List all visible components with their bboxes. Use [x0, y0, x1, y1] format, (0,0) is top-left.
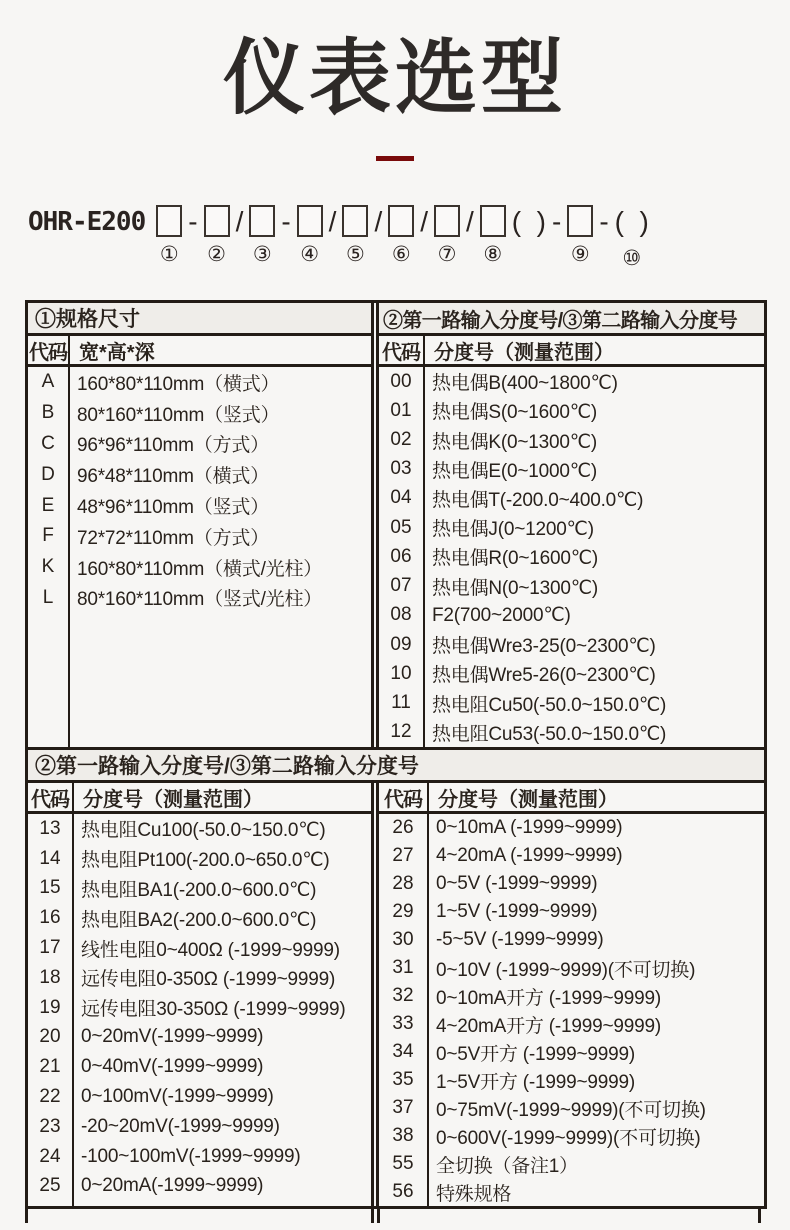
row-code: 20 [39, 1026, 61, 1048]
position-number-label: ⑤ [346, 243, 365, 266]
row-description: 0~10mA (-1999~9999) [436, 817, 623, 838]
model-code-segment [480, 203, 506, 266]
row-code: 26 [392, 817, 414, 838]
row-code: 01 [390, 399, 412, 421]
column-header-division-range: 分度号（测量范围） [438, 788, 618, 811]
row-description: 热电偶N(0~1300℃) [432, 577, 599, 599]
row-code: 09 [390, 633, 412, 655]
table-row [379, 1010, 764, 1038]
row-description: 线性电阻0~400Ω (-1999~9999) [81, 939, 340, 961]
model-code-segment [297, 203, 323, 266]
table-row [379, 630, 764, 659]
next-section-stub [25, 1209, 761, 1223]
model-code-segment [156, 203, 182, 266]
model-code-segment [236, 203, 244, 270]
row-code: 38 [392, 1125, 414, 1146]
row-code: D [41, 463, 55, 485]
model-code-sequence [153, 203, 652, 270]
row-description: 热电偶B(400~1800℃) [432, 373, 618, 395]
row-code: 12 [390, 721, 412, 743]
table-row [28, 1082, 371, 1112]
table-row [379, 718, 764, 747]
row-description: 4~20mA开方 (-1999~9999) [436, 1015, 661, 1037]
row-description: 0~10mA开方 (-1999~9999) [436, 987, 661, 1009]
model-code-segment [388, 203, 414, 266]
row-code: 28 [392, 873, 414, 894]
column-header-row [376, 783, 764, 814]
row-code: E [41, 494, 55, 516]
separator-glyph: ( ) [511, 206, 547, 237]
position-number-label: ⑨ [570, 243, 590, 266]
row-description: 热电阻Cu50(-50.0~150.0℃) [432, 694, 667, 716]
row-description: 远传电阻30-350Ω (-1999~9999) [81, 999, 346, 1021]
row-code: B [41, 402, 55, 424]
row-code: 29 [392, 901, 414, 922]
accent-divider [376, 156, 414, 161]
row-code: 23 [39, 1115, 61, 1137]
row-code: 08 [390, 604, 412, 626]
table-row [28, 490, 371, 521]
row-description: 全切换（备注1） [436, 1155, 578, 1177]
model-code-segment [374, 203, 382, 270]
row-code: C [41, 432, 55, 454]
row-code: L [42, 586, 54, 608]
separator-glyph: - [281, 206, 291, 237]
separator-glyph: / [420, 206, 429, 237]
row-description: 远传电阻0-350Ω (-1999~9999) [81, 969, 336, 991]
table-row [379, 982, 764, 1010]
model-code-segment [567, 203, 593, 266]
table-row [28, 993, 371, 1023]
column-header-division-range: 分度号（测量范围） [434, 341, 614, 364]
row-description: 72*72*110mm（方式） [77, 527, 270, 549]
table-row [379, 954, 764, 982]
row-code: 56 [392, 1181, 414, 1202]
column-header-row [28, 783, 374, 814]
row-code: 37 [392, 1097, 414, 1118]
row-code: 31 [392, 957, 414, 978]
row-code: K [41, 556, 55, 578]
table-row [379, 513, 764, 542]
table-row [379, 1038, 764, 1066]
row-code: 16 [39, 907, 61, 929]
row-description: 0~5V开方 (-1999~9999) [436, 1043, 635, 1065]
table-row [28, 552, 371, 583]
row-code: 21 [39, 1056, 61, 1078]
row-description: 热电偶S(0~1600℃) [432, 402, 597, 424]
table-row [28, 521, 371, 552]
table-row [28, 814, 371, 844]
separator-glyph: - [599, 206, 609, 237]
row-code: F [42, 525, 54, 547]
row-description: 4~20mA (-1999~9999) [436, 845, 623, 866]
model-code-segment [204, 203, 230, 266]
spec-table-size-and-input [25, 300, 767, 750]
table-row [28, 1052, 371, 1082]
table-row [379, 484, 764, 513]
section-header-size: ①规格尺寸 [28, 303, 374, 336]
table-row [379, 396, 764, 425]
table-row [379, 898, 764, 926]
position-number-label: ② [207, 243, 226, 266]
column-header-dimensions: 宽*高*深 [79, 341, 155, 364]
table-row [379, 1178, 764, 1206]
row-description: 1~5V (-1999~9999) [436, 901, 598, 922]
row-description: 0~5V (-1999~9999) [436, 873, 598, 894]
row-code: 33 [392, 1013, 414, 1034]
row-description: 热电阻BA1(-200.0~600.0℃) [81, 879, 317, 901]
position-number-label: ⑧ [483, 243, 503, 266]
table-row [28, 1023, 371, 1053]
row-code: 14 [39, 847, 61, 869]
position-number-label: ③ [252, 243, 272, 266]
table-row [379, 455, 764, 484]
table-row [28, 903, 371, 933]
row-description: 0~100mV(-1999~9999) [81, 1086, 274, 1108]
column-header-row [28, 336, 374, 367]
row-description: 48*96*110mm（竖式） [77, 497, 270, 519]
row-code: 11 [391, 692, 411, 714]
table-row [379, 601, 764, 630]
separator-glyph: / [328, 206, 337, 237]
size-code-list [28, 367, 374, 747]
table-row [28, 429, 371, 460]
row-description: 0~600V(-1999~9999)(不可切换) [436, 1127, 701, 1149]
row-description: 80*160*110mm（竖式） [77, 404, 280, 426]
row-code: 04 [390, 487, 412, 509]
row-description: 热电阻Cu53(-50.0~150.0℃) [432, 723, 667, 745]
table-row [28, 583, 371, 614]
model-code-segment [342, 203, 368, 266]
row-code: 34 [392, 1041, 414, 1062]
row-description: -20~20mV(-1999~9999) [81, 1115, 280, 1137]
model-code-segment [434, 203, 460, 266]
row-description: 热电偶Wre5-26(0~2300℃) [432, 665, 656, 687]
row-description: 0~20mV(-1999~9999) [81, 1026, 264, 1048]
table-row [28, 963, 371, 993]
separator-glyph: ( ) [614, 206, 649, 237]
input-division-list-1 [376, 367, 764, 747]
row-code: 25 [39, 1175, 61, 1197]
table-row [28, 1112, 371, 1142]
model-code-segment [552, 203, 561, 270]
table-row [28, 874, 371, 904]
row-code: 22 [39, 1086, 61, 1108]
column-header-division-range: 分度号（测量范围） [83, 788, 263, 811]
input-division-list-2 [28, 814, 374, 1206]
row-description: 160*80*110mm（横式） [77, 373, 280, 395]
table-row [379, 659, 764, 688]
separator-glyph: / [466, 206, 474, 237]
table-row [379, 870, 764, 898]
table-row [28, 459, 371, 490]
row-code: 30 [392, 929, 414, 950]
spec-table-input-continued [25, 747, 767, 1209]
row-description: 热电偶T(-200.0~400.0℃) [432, 489, 644, 511]
row-description: 特殊规格 [436, 1183, 512, 1205]
row-description: 热电偶J(0~1200℃) [432, 519, 594, 541]
position-number-label: ⑩ [622, 247, 642, 270]
row-code: 10 [390, 662, 412, 684]
table-row [379, 842, 764, 870]
table-row [28, 1142, 371, 1172]
row-code: 06 [390, 545, 412, 567]
row-code: 18 [39, 966, 61, 988]
column-header-code: 代码 [28, 783, 74, 811]
row-description: 热电阻Pt100(-200.0~650.0℃) [81, 850, 330, 872]
table-row [379, 926, 764, 954]
row-description: -5~5V (-1999~9999) [436, 929, 604, 950]
model-code-segment [466, 203, 474, 270]
row-code: 13 [39, 817, 61, 839]
row-code: 07 [390, 575, 412, 597]
row-description: 0~40mV(-1999~9999) [81, 1056, 264, 1078]
table-row [379, 1150, 764, 1178]
table-row [379, 572, 764, 601]
position-number-label: ⑥ [391, 243, 411, 266]
row-code: 32 [392, 985, 414, 1006]
table-row [379, 688, 764, 717]
row-description: F2(700~2000℃) [432, 604, 571, 626]
table-row [379, 1066, 764, 1094]
row-description: 热电偶Wre3-25(0~2300℃) [432, 636, 656, 658]
row-code: 00 [390, 370, 412, 392]
row-code: 55 [392, 1153, 414, 1174]
table-row [379, 425, 764, 454]
row-description: 160*80*110mm（横式/光柱） [77, 558, 323, 580]
table-row [379, 814, 764, 842]
table-row [28, 367, 371, 398]
separator-glyph: / [374, 206, 383, 237]
row-code: 02 [390, 429, 412, 451]
row-description: 0~10V (-1999~9999)(不可切换) [436, 959, 696, 981]
table-row [28, 933, 371, 963]
row-description: 0~20mA(-1999~9999) [81, 1175, 264, 1197]
section-header-input-division-2: ②第一路输入分度号/③第二路输入分度号 [28, 750, 764, 783]
model-code-segment [281, 203, 290, 270]
row-code: 05 [390, 516, 412, 538]
table-row [379, 542, 764, 571]
row-description: 96*48*110mm（横式） [77, 466, 270, 488]
section-header-input-division: ②第一路输入分度号/③第二路输入分度号 [376, 303, 764, 336]
row-description: 80*160*110mm（竖式/光柱） [77, 589, 323, 611]
separator-glyph: - [552, 206, 562, 237]
table-row [28, 1172, 371, 1202]
position-number-label: ④ [300, 243, 320, 266]
page-title: 仪表选型 [222, 33, 567, 124]
column-header-code: 代码 [379, 336, 425, 364]
row-code: 03 [390, 458, 412, 480]
column-header-code: 代码 [379, 783, 429, 811]
table-row [379, 367, 764, 396]
row-code: 17 [39, 937, 61, 959]
column-header-row [376, 336, 764, 367]
table-row [28, 844, 371, 874]
row-code: 27 [392, 845, 414, 866]
row-description: 热电阻Cu100(-50.0~150.0℃) [81, 820, 326, 842]
input-division-list-3 [376, 814, 764, 1206]
row-description: 热电偶K(0~1300℃) [432, 431, 597, 453]
model-code-segment [615, 203, 649, 270]
row-description: 热电偶R(0~1600℃) [432, 548, 599, 570]
model-code-segment [599, 203, 608, 270]
row-description: -100~100mV(-1999~9999) [81, 1145, 301, 1167]
model-code-segment [329, 203, 337, 270]
table-row [379, 1122, 764, 1150]
row-code: 19 [39, 996, 61, 1018]
model-prefix: OHR-E200 [28, 207, 146, 237]
table-row [28, 398, 371, 429]
column-header-code: 代码 [28, 336, 70, 364]
position-number-label: ⑦ [437, 243, 457, 266]
table-row [379, 1094, 764, 1122]
row-code: A [41, 371, 55, 393]
position-number-label: ① [159, 243, 179, 266]
row-description: 热电阻BA2(-200.0~600.0℃) [81, 909, 317, 931]
row-description: 1~5V开方 (-1999~9999) [436, 1071, 635, 1093]
separator-glyph: - [188, 206, 198, 237]
row-description: 0~75mV(-1999~9999)(不可切换) [436, 1099, 706, 1121]
model-code-segment [512, 203, 546, 270]
model-code-segment [188, 203, 197, 270]
separator-glyph: / [235, 206, 244, 237]
model-code-segment [420, 203, 428, 270]
row-code: 15 [39, 877, 61, 899]
row-code: 24 [39, 1145, 61, 1167]
model-code-line [28, 203, 790, 270]
row-description: 96*96*110mm（方式） [77, 435, 270, 457]
row-description: 热电偶E(0~1000℃) [432, 460, 597, 482]
row-code: 35 [392, 1069, 414, 1090]
model-code-segment [249, 203, 275, 266]
